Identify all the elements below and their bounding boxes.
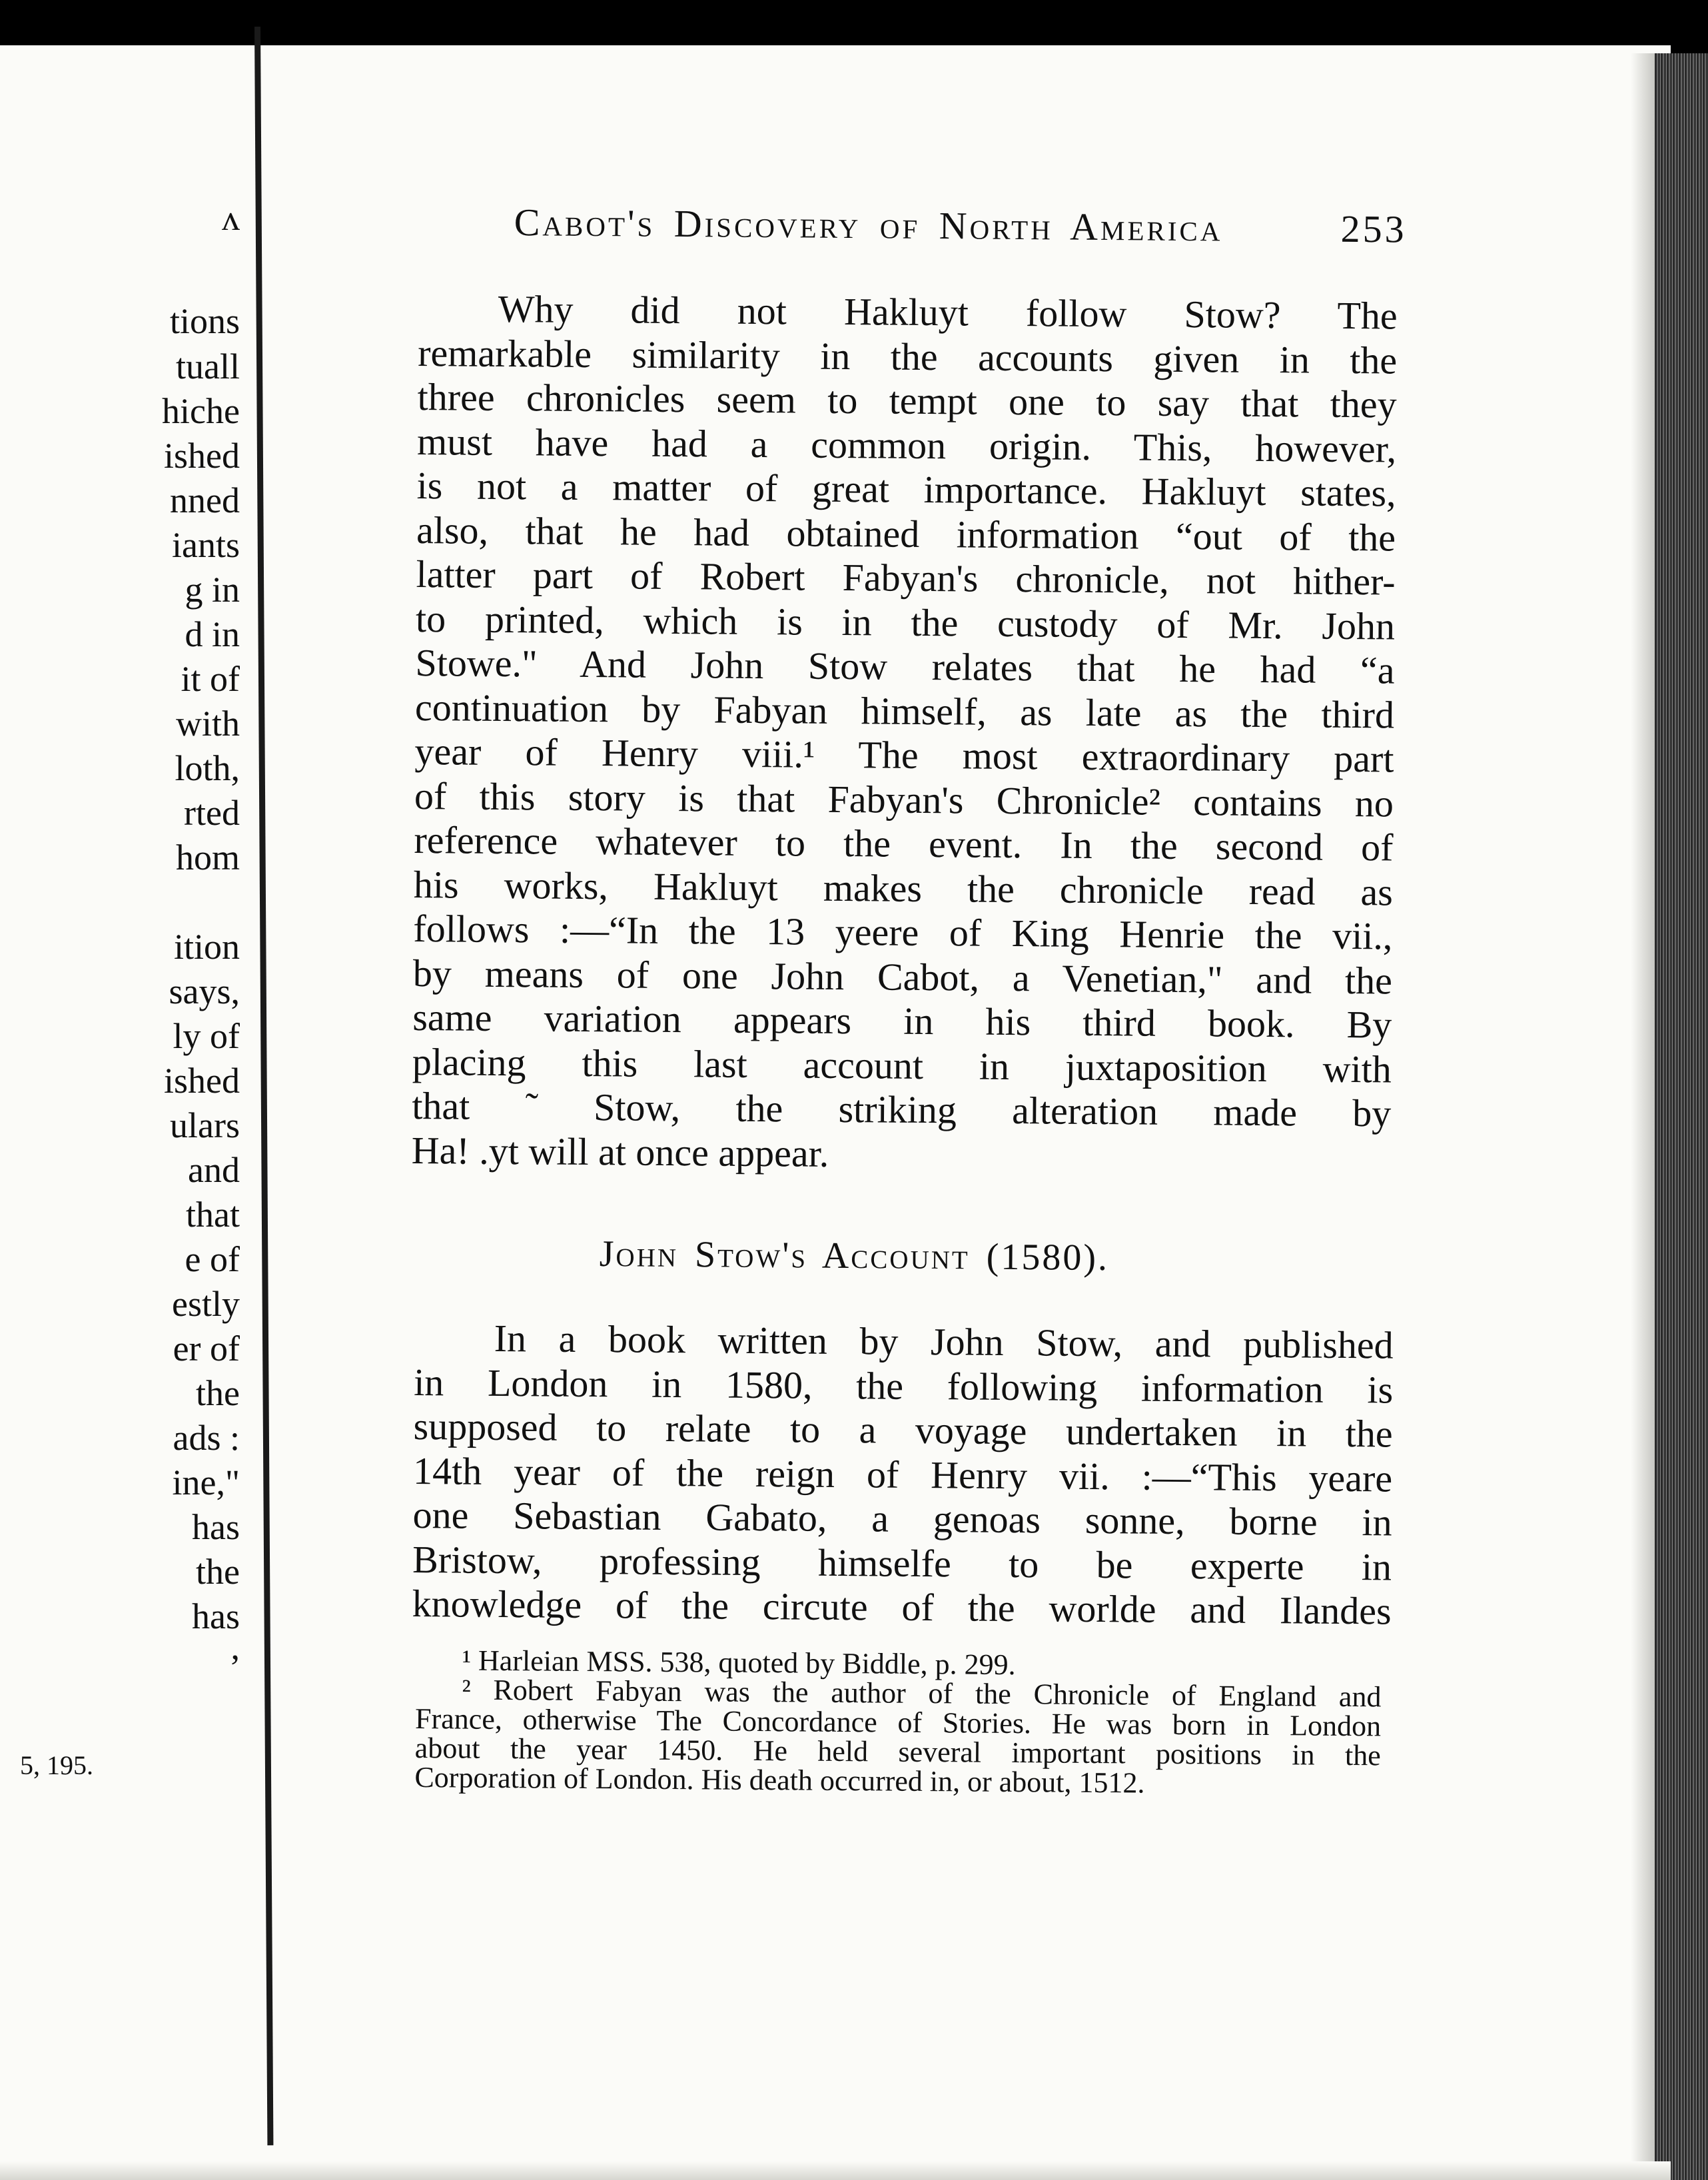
- body-line: placing this last account in juxtaposition with: [412, 1039, 1392, 1091]
- body-line: reference whatever to the event. In the second of: [414, 818, 1394, 869]
- left-page-fragment: [0, 0, 246, 2180]
- footnote-line: France, otherwise The Concordance of Stories. He was born in London: [414, 1702, 1382, 1743]
- body-line: supposed to relate to a voyage undertaken in the: [413, 1404, 1393, 1456]
- body-line: of this story is that Fabyan's Chronicle² contains no: [414, 774, 1394, 825]
- running-head: [514, 200, 1406, 252]
- page-number: 253: [1340, 207, 1407, 251]
- left-page-line: has: [192, 1507, 240, 1547]
- body-line: year of Henry viii.¹ The most extraordinary part: [414, 729, 1394, 781]
- left-page-line: ished: [164, 436, 240, 476]
- left-page-line: d in: [185, 614, 240, 654]
- book-page-edges: [1655, 53, 1708, 2180]
- section-heading: John Stow's Account (1580).: [599, 1233, 1110, 1279]
- left-page-line: ,: [230, 1627, 240, 1667]
- footnote-line: ² Robert Fabyan was the author of the Chronicle of England and: [462, 1673, 1382, 1714]
- body-line: 14th year of the reign of Henry vii. :—“This yeare: [412, 1448, 1393, 1500]
- paragraph-hakluyt: [412, 286, 1398, 1181]
- body-line: by means of one John Cabot, a Venetian," and the: [412, 951, 1393, 1003]
- body-line: same variation appears in his third book. By: [412, 995, 1392, 1047]
- body-line: Bristow, professing himselfe to be experte in: [412, 1537, 1392, 1589]
- body-line: one Sebastian Gabato, a genoas sonne, borne in: [412, 1492, 1392, 1544]
- left-page-line: that: [186, 1195, 240, 1235]
- body-line: latter part of Robert Fabyan's chronicle, not hither-: [416, 552, 1396, 604]
- left-page-line: estly: [172, 1284, 240, 1324]
- body-line: that ˜ Stow, the striking alteration made by: [412, 1083, 1392, 1135]
- page-edge-shadow: [1631, 53, 1655, 2180]
- left-page-line: loth,: [175, 748, 240, 788]
- left-page-line: ulars: [170, 1105, 240, 1145]
- left-page-line: ʌ: [222, 198, 240, 238]
- left-page-line: nned: [170, 480, 240, 520]
- left-page-line: with: [175, 704, 240, 744]
- left-page-line: it of: [181, 659, 240, 699]
- body-line: remarkable similarity in the accounts given in the: [417, 330, 1398, 382]
- left-page-line: rted: [184, 793, 240, 833]
- left-page-line: and: [188, 1150, 240, 1190]
- body-line: must have had a common origin. This, however,: [416, 419, 1397, 471]
- running-head-title: Cabot's Discovery of North America: [514, 200, 1223, 250]
- body-line: Why did not Hakluyt follow Stow? The: [498, 286, 1398, 338]
- left-page-line: has: [192, 1596, 240, 1636]
- left-page-line: tuall: [176, 346, 240, 386]
- body-line: Stowe." And John Stow relates that he had “a: [415, 640, 1395, 692]
- left-page-line: ition: [173, 927, 240, 967]
- body-line: his works, Hakluyt makes the chronicle read as: [413, 862, 1394, 914]
- left-page-line: ished: [164, 1061, 240, 1101]
- left-page-line: ly of: [173, 1016, 240, 1056]
- left-page-line: 5, 195.: [20, 1750, 93, 1780]
- left-page-line: the: [196, 1373, 240, 1413]
- left-page-line: tions: [169, 301, 240, 341]
- page-bottom-shadow: [0, 2161, 1671, 2180]
- left-page-line: the: [196, 1552, 240, 1592]
- left-page-line: ine,": [172, 1462, 240, 1502]
- left-page-line: says,: [169, 971, 240, 1011]
- body-line: Ha! .yt will at once appear.: [411, 1128, 829, 1175]
- body-line: follows :—“In the 13 yeere of King Henrie the vii.,: [413, 906, 1393, 958]
- body-line: to printed, which is in the custody of Mr. John: [415, 596, 1396, 648]
- body-line: in London in 1580, the following information is: [413, 1360, 1394, 1412]
- left-page-line: ads :: [173, 1418, 240, 1458]
- footnote-line: ¹ Harleian MSS. 538, quoted by Biddle, p. 299.: [462, 1644, 1016, 1682]
- footnote-line: about the year 1450. He held several important positions in the: [414, 1731, 1381, 1772]
- body-line: knowledge of the circute of the worlde and Ilandes: [412, 1581, 1392, 1633]
- left-page-line: er of: [173, 1329, 240, 1368]
- left-page-line: g in: [185, 570, 240, 610]
- body-line: three chronicles seem to tempt one to say that they: [417, 374, 1397, 426]
- left-page-line: hiche: [162, 391, 240, 431]
- left-page-line: e of: [185, 1239, 240, 1279]
- footnotes: [414, 1646, 1382, 1800]
- body-line: continuation by Fabyan himself, as late as the third: [414, 685, 1395, 737]
- body-line: In a book written by John Stow, and published: [494, 1316, 1394, 1367]
- body-line: is not a matter of great importance. Hakluyt states,: [416, 463, 1396, 515]
- left-page-line: iants: [172, 525, 240, 565]
- left-page-line: hom: [175, 837, 240, 877]
- paragraph-stow-account: [412, 1316, 1394, 1634]
- footnote-line: Corporation of London. His death occurred in, or about, 1512.: [414, 1760, 1145, 1800]
- body-line: also, that he had obtained information “out of the: [416, 508, 1396, 560]
